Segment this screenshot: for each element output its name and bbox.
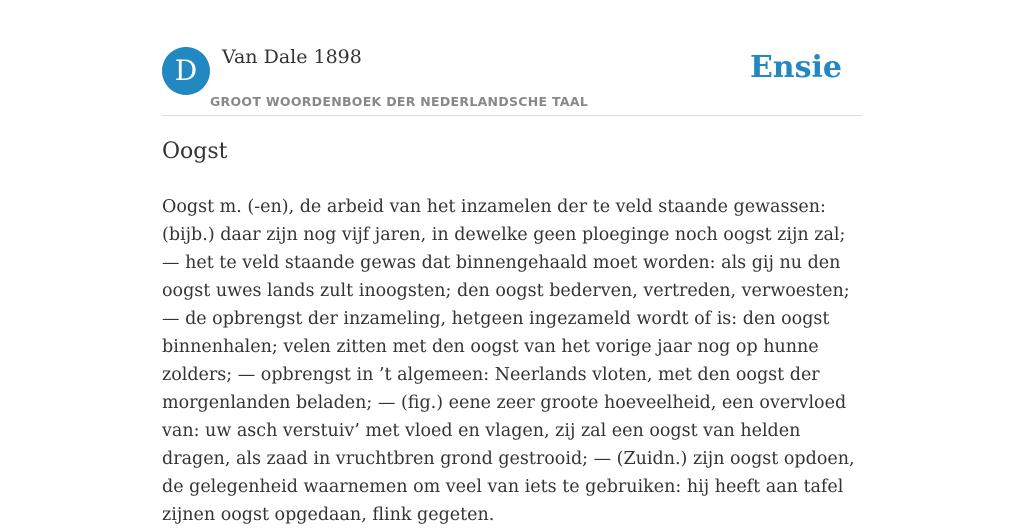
entry-title: Oogst [162,139,228,164]
dictionary-title[interactable]: Van Dale 1898 [222,46,362,68]
entry-definition: Oogst m. (-en), de arbeid van het inzamelen der te veld staande gewassen: (bijb.) daar zijn nog vijf jaren, in dewelke geen ploeginge noch oogst zijn zal; — het te veld staande gewas dat binnengehaald moet worden: als gij nu den oogst uwes lands zult inoogsten; den oogst bederven, vertreden, verwoesten; — de opbrengst der inzameling, hetgeen ingezameld wordt of is: den oogst binnenhalen; velen zitten met den oogst van het vorige jaar nog op hunne zolders; — opbrengst in ’t algemeen: Neerlands vloten, met den oogst der morgenlanden beladen; — (fig.) eene zeer groote hoeveelheid, een overvloed van: uw asch verstuiv’ met vloed en vlagen, zij zal een oogst van helden dragen, als zaad in vruchtbren grond gestrooid; — (Zuidn.) zijn oogst opdoen, de gelegenheid waarnemen om veel van iets te gebruiken: hij heeft aan tafel zijnen oogst opgedaan, flink gegeten. [162,197,855,525]
brand-logo[interactable]: Ensie [749,50,842,85]
dictionary-avatar[interactable]: D [162,47,210,95]
dictionary-header [162,44,862,116]
dictionary-subtitle: GROOT WOORDENBOEK DER NEDERLANDSCHE TAAL [210,94,589,109]
